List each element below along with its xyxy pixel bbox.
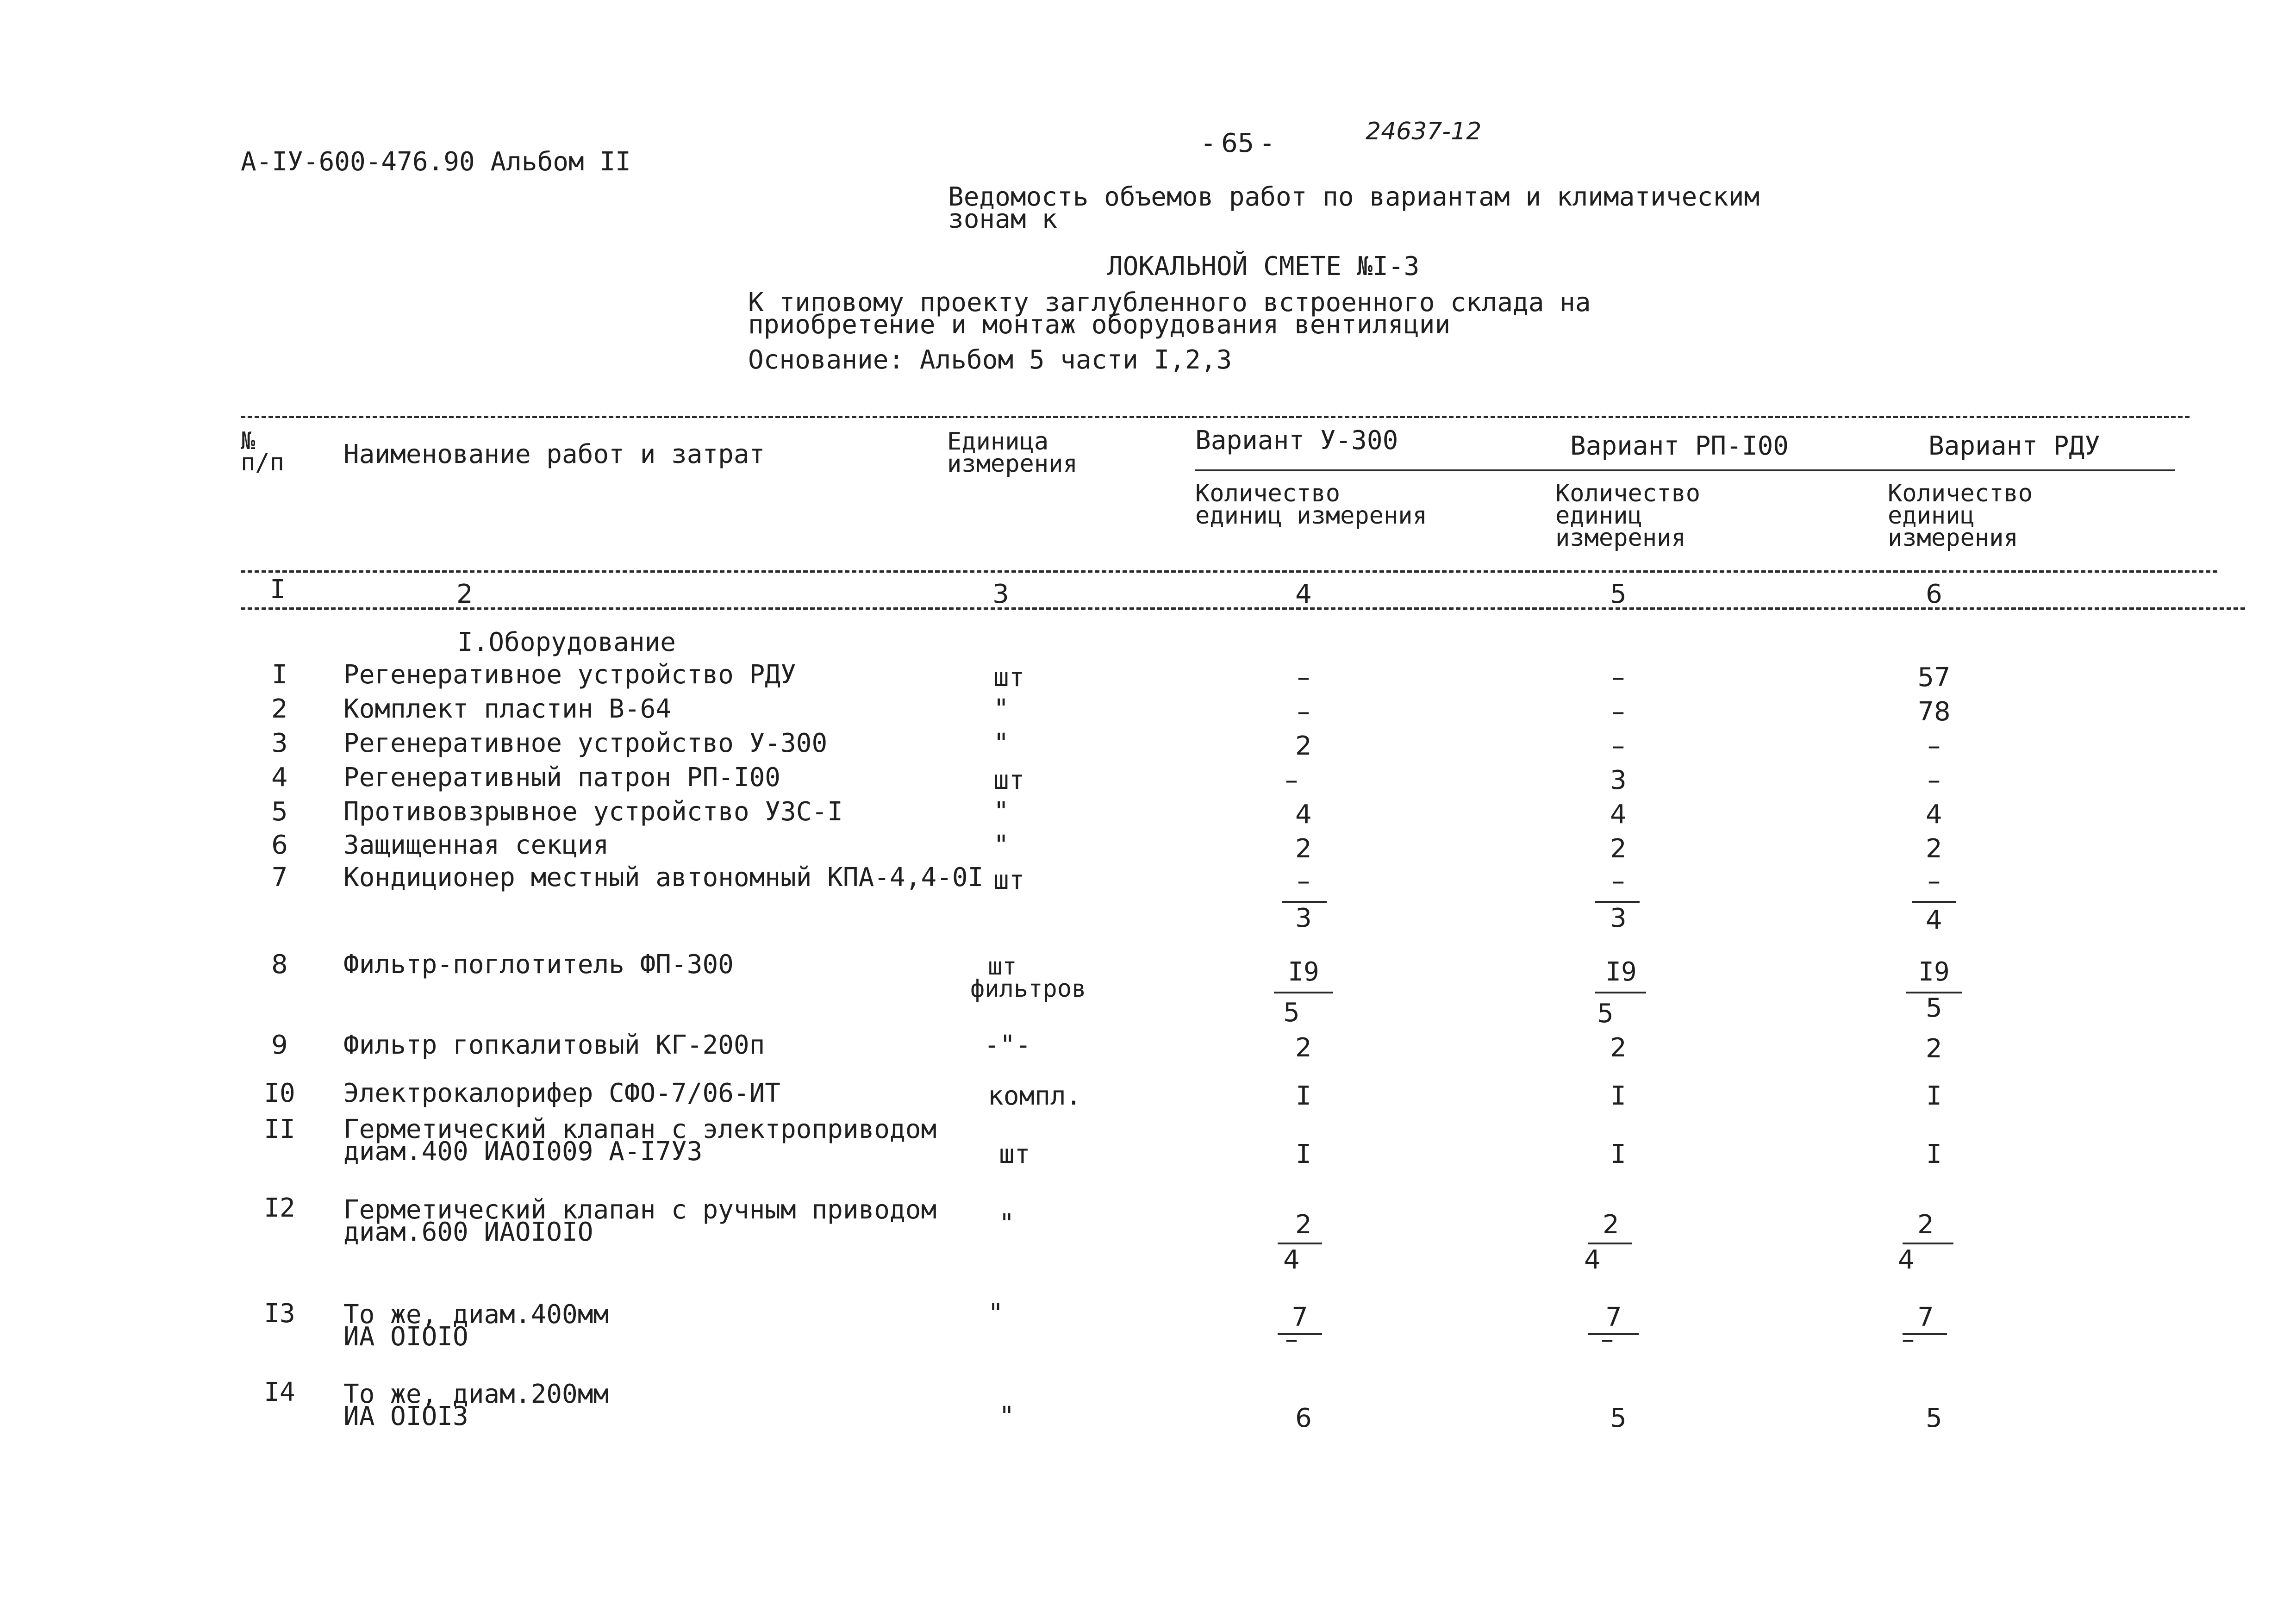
row-v3-top: – [1928, 866, 1940, 896]
row-v3: 5 [1926, 1403, 1942, 1433]
qty2-line-3: измерения [1555, 524, 1686, 552]
row-v2: – [1612, 662, 1625, 693]
row-v1-top: – [1297, 866, 1310, 896]
qty1-line-2: единиц измерения [1195, 502, 1427, 530]
row-unit: " [993, 830, 1009, 860]
row-name: Комплект пластин В-64 [343, 694, 672, 724]
row-unit: компл. [988, 1081, 1082, 1111]
row-v2-bottom: – [1601, 1324, 1614, 1355]
row-num: 6 [271, 830, 288, 860]
row-v2-top: 7 [1605, 1302, 1622, 1332]
row-num: 7 [271, 862, 288, 893]
row-v1-bottom: 3 [1295, 903, 1312, 933]
fraction-bar [1588, 1243, 1632, 1244]
row-v1-bottom: 4 [1283, 1245, 1300, 1275]
row-v1: I [1296, 1081, 1311, 1111]
row-v3-top: 2 [1917, 1210, 1934, 1240]
row-name: Электрокалорифер СФО-7/06-ИТ [343, 1078, 781, 1108]
row-v2: 5 [1610, 1403, 1627, 1433]
row-v1: 4 [1295, 800, 1312, 830]
row-name: То же, диам.400мм [343, 1299, 609, 1330]
row-name: Фильтр гопкалитовый КГ-200п [343, 1030, 765, 1060]
row-v3: 4 [1926, 800, 1942, 830]
row-v3-bottom: 5 [1926, 993, 1942, 1023]
title-line-1: Ведомость объемов работ по вариантам и климатическим [948, 182, 1760, 212]
row-num: I3 [264, 1299, 295, 1329]
row-v3-bottom: 4 [1926, 905, 1942, 935]
row-v1: 2 [1295, 1033, 1312, 1063]
row-v2: 2 [1610, 1033, 1627, 1063]
row-name-2: ИА ОIОIО [343, 1322, 468, 1352]
row-unit: шт [988, 953, 1017, 981]
row-v1: – [1285, 765, 1298, 795]
row-num: 8 [271, 949, 288, 980]
row-num: I2 [264, 1193, 295, 1223]
variant-rdu-header: Вариант РДУ [1928, 431, 2100, 461]
row-v1-bottom: – [1285, 1324, 1298, 1355]
col-header-unit-1: Единица [947, 428, 1049, 456]
row-num: I0 [264, 1078, 295, 1108]
qty3-line-2: единиц [1888, 502, 1975, 530]
row-num: I4 [264, 1377, 295, 1407]
row-name: Фильтр-поглотитель ФП-300 [343, 949, 734, 980]
variant-header-rule [1195, 469, 2175, 471]
row-v2-top: – [1612, 866, 1625, 896]
row-name: Герметический клапан с электроприводом [343, 1114, 937, 1144]
fraction-bar [1912, 901, 1956, 903]
row-num: 4 [271, 762, 288, 793]
row-v2: 3 [1610, 765, 1627, 795]
row-v3: 57 [1917, 662, 1951, 693]
row-name: То же, диам.200мм [343, 1379, 609, 1409]
row-v2: – [1612, 731, 1625, 761]
row-v3: I [1926, 1139, 1942, 1169]
row-name: Герметический клапан с ручным приводом [343, 1195, 937, 1225]
row-unit: шт [993, 662, 1025, 693]
colnum-2: 2 [456, 579, 473, 609]
row-v2-bottom: 4 [1584, 1245, 1601, 1275]
row-v3: – [1928, 731, 1940, 761]
row-unit: " [999, 1401, 1015, 1431]
fraction-bar [1274, 992, 1333, 993]
fraction-bar [1278, 1333, 1322, 1335]
row-name: Регенеративный патрон РП-I00 [343, 762, 781, 793]
colnum-bottom-rule [241, 607, 2245, 610]
row-unit: " [999, 1209, 1015, 1239]
page-number: - 65 - [1204, 128, 1272, 158]
row-num: 9 [271, 1030, 288, 1060]
row-unit: " [993, 694, 1009, 724]
row-num: 3 [271, 728, 288, 758]
row-v1-bottom: 5 [1283, 998, 1300, 1028]
row-name: Противовзрывное устройство УЗС-I [343, 797, 843, 827]
row-v1: – [1297, 662, 1310, 693]
row-num: 2 [271, 694, 288, 724]
row-num: I [272, 660, 287, 690]
qty2-line-1: Количество [1555, 480, 1701, 507]
album-code: А-IУ-600-476.90 Альбом II [241, 147, 631, 177]
row-v1: – [1297, 697, 1310, 727]
qty1-line-1: Количество [1195, 480, 1341, 507]
col-header-name: Наименование работ и затрат [343, 439, 765, 469]
colnum-3: 3 [992, 579, 1009, 609]
row-v2-top: I9 [1605, 957, 1637, 987]
smeta-title: ЛОКАЛЬНОЙ СМЕТЕ №I-3 [1107, 251, 1420, 281]
row-v3-bottom: 4 [1898, 1245, 1915, 1275]
row-v2-bottom: 3 [1610, 903, 1627, 933]
row-v3-bottom: – [1902, 1324, 1915, 1355]
row-v3-top: 7 [1917, 1302, 1934, 1332]
row-v1-top: 2 [1295, 1210, 1312, 1240]
row-unit: " [988, 1299, 1004, 1329]
fraction-bar [1282, 901, 1327, 903]
row-v2-top: 2 [1603, 1210, 1619, 1240]
row-v3-top: I9 [1918, 957, 1950, 987]
col-header-unit-2: измерения [947, 450, 1078, 478]
colnum-1: I [270, 575, 286, 605]
row-name-2: ИА ОIОI3 [343, 1401, 468, 1431]
colnum-6: 6 [1926, 579, 1942, 609]
handwritten-code: 24637-12 [1366, 118, 1482, 145]
row-name-2: диам.600 ИАОIОIО [343, 1217, 593, 1247]
row-v1-top: I9 [1288, 957, 1319, 987]
row-v2-bottom: 5 [1597, 999, 1614, 1029]
fraction-bar [1595, 992, 1646, 993]
row-num: 5 [271, 797, 288, 827]
fraction-bar [1595, 901, 1640, 903]
row-unit: шт [993, 865, 1025, 895]
fraction-bar [1903, 1243, 1953, 1244]
row-name: Защищенная секция [343, 830, 609, 860]
row-unit: " [993, 797, 1009, 827]
variant-u300-header: Вариант У-300 [1195, 425, 1398, 456]
fraction-bar [1278, 1243, 1322, 1244]
col-header-num: № п/п [241, 427, 284, 476]
row-v1: 2 [1295, 834, 1312, 864]
qty2-line-2: единиц [1555, 502, 1642, 530]
row-v1: I [1296, 1139, 1311, 1169]
row-v2: I [1610, 1081, 1626, 1111]
row-v1: 2 [1295, 731, 1312, 761]
row-v3: 2 [1926, 834, 1942, 864]
qty3-line-3: измерения [1888, 524, 2018, 552]
row-unit: " [993, 728, 1009, 758]
row-name: Кондиционер местный автономный КПА-4,4-0I [343, 862, 984, 893]
row-unit: -"- [984, 1030, 1031, 1060]
row-v3: 78 [1917, 697, 1951, 727]
row-v3: – [1928, 765, 1940, 795]
colnum-5: 5 [1610, 579, 1627, 609]
row-unit: шт [999, 1139, 1030, 1169]
row-num: II [264, 1114, 295, 1144]
project-line-2: приобретение и монтаж оборудования вентиляции [748, 310, 1451, 340]
table-top-rule [241, 416, 2190, 418]
row-v3: I [1926, 1081, 1942, 1111]
row-v1-top: 7 [1292, 1302, 1308, 1332]
row-v2: 2 [1610, 834, 1627, 864]
colnum-4: 4 [1295, 579, 1312, 609]
row-v3: 2 [1926, 1034, 1942, 1064]
section-title: I.Оборудование [457, 627, 676, 657]
row-v2: I [1610, 1139, 1626, 1169]
title-line-2: зонам к [948, 204, 1058, 234]
row-unit-2: фильтров [970, 975, 1086, 1003]
row-name-2: диам.400 ИАОI009 А-I7УЗ [343, 1137, 703, 1167]
variant-rp100-header: Вариант РП-I00 [1570, 431, 1789, 461]
row-v1: 6 [1295, 1403, 1312, 1433]
row-unit: шт [993, 765, 1025, 795]
colnum-top-rule [241, 570, 2217, 573]
project-line-1: К типовому проекту заглубленного встроенного склада на [748, 287, 1591, 318]
row-name: Регенеративное устройство У-300 [343, 728, 828, 758]
row-v2: – [1612, 697, 1625, 727]
row-v2: 4 [1610, 800, 1627, 830]
basis-line: Основание: Альбом 5 части I,2,3 [748, 345, 1232, 375]
row-name: Регенеративное устройство РДУ [343, 660, 796, 690]
qty3-line-1: Количество [1888, 480, 2033, 507]
